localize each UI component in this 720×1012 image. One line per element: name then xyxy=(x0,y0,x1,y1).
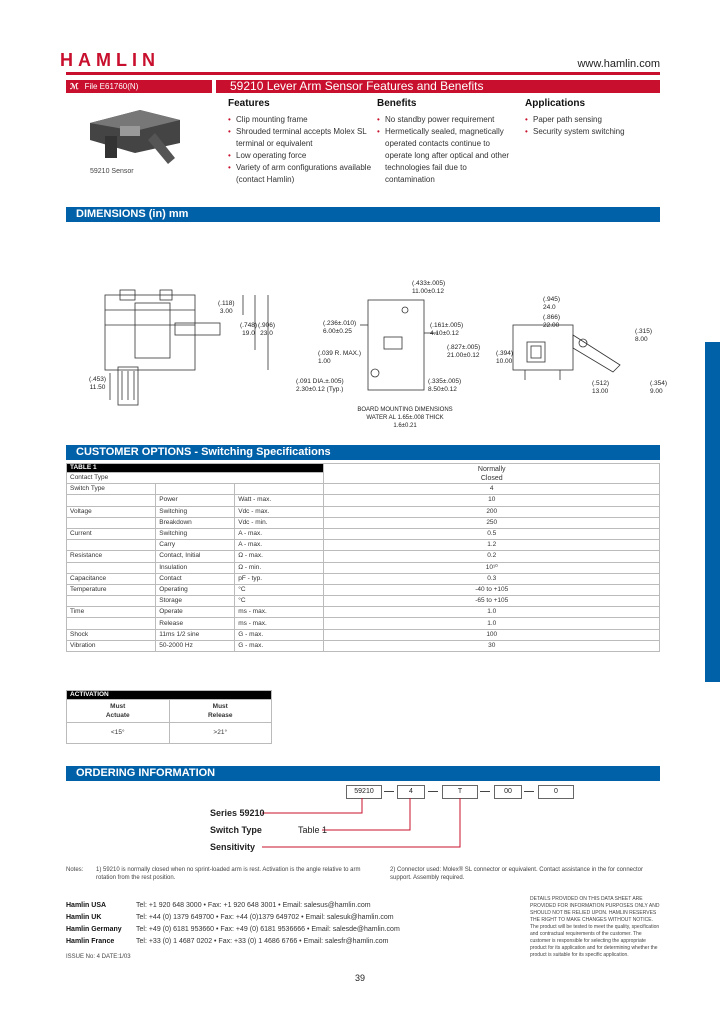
dim-value: (.748) xyxy=(240,322,257,329)
dim-value: 23.0 xyxy=(260,330,273,337)
dim-value: (.827±.005) xyxy=(447,344,481,351)
note-line: WATER AL 1.65±.008 THICK xyxy=(366,415,444,421)
param-cell: Vibration xyxy=(67,640,156,651)
side-accent-bar xyxy=(705,342,720,682)
sub-cell: Switching xyxy=(156,506,235,517)
dim-value: 22.00 xyxy=(543,322,560,329)
table-row xyxy=(67,700,272,723)
value-cell: 4 xyxy=(324,484,660,495)
sub-cell: Insulation xyxy=(156,562,235,573)
contact-row xyxy=(66,900,446,912)
param-cell xyxy=(67,562,156,573)
dim-value: (.118) xyxy=(218,300,235,307)
param-cell: Shock xyxy=(67,629,156,640)
dim-value: 9.00 xyxy=(650,388,663,395)
sub-cell: Carry xyxy=(156,540,235,551)
ordering-heading: ORDERING INFORMATION xyxy=(66,766,660,781)
ul-file-bar xyxy=(66,80,212,93)
table-header-row xyxy=(67,464,660,473)
sub-cell xyxy=(156,484,235,495)
unit-cell: Vdc - max. xyxy=(235,506,324,517)
sub-cell: Breakdown xyxy=(156,517,235,528)
value-cell: 10 xyxy=(324,495,660,506)
dim-center-d xyxy=(447,344,480,360)
sub-cell: Contact, Initial xyxy=(156,551,235,562)
list-item: • No standby power requirement xyxy=(377,114,517,126)
contact-name: Hamlin France xyxy=(66,938,115,945)
unit-cell: Ω - min. xyxy=(235,562,324,573)
value-cell: -65 to +105 xyxy=(324,596,660,607)
unit-cell: G - max. xyxy=(235,629,324,640)
switch-type-value: Table 1 xyxy=(298,825,328,835)
contact-info[interactable]: Tel: +49 (0) 6181 953660 • Fax: +49 (0) 6181 9536666 • Email: salesde@hamlin.com xyxy=(136,926,400,933)
param-cell: Current xyxy=(67,528,156,539)
list-item: • Paper path sensing xyxy=(525,114,660,126)
value-cell: 200 xyxy=(324,506,660,517)
dim-value: 8.00 xyxy=(635,336,648,343)
contact-info[interactable]: Tel: +33 (0) 1 4687 0202 • Fax: +33 (0) 1 4686 6766 • Email: salesfr@hamlin.com xyxy=(136,938,389,945)
sub-cell: Release xyxy=(156,618,235,629)
note-line: BOARD MOUNTING DIMENSIONS xyxy=(357,407,453,413)
param-cell: Switch Type xyxy=(67,484,156,495)
table-row xyxy=(67,484,660,495)
hamlin-logo: HAMLIN xyxy=(60,50,160,70)
param-cell: Capacitance xyxy=(67,573,156,584)
table-row xyxy=(67,506,660,517)
disclaimer: DETAILS PROVIDED ON THIS DATA SHEET ARE PROVIDED FOR INFORMATION PURPOSES ONLY AND SHOULD NOT BE RELIED UPON. HAMLIN RESERVES THE RIGHT TO MAKE CHANGES WITHOUT NOTICE. The product will be tested to meet the quality, specification and contractual requirements of the customer. The customer is responsible for selecting the appropriate product for its application and for determining whether the product is suitable for its specific application. xyxy=(530,896,660,958)
dim-center-e xyxy=(296,378,344,394)
dim-value: (.433±.005) xyxy=(412,280,446,287)
dim-center-a xyxy=(323,320,356,336)
spec-table-body xyxy=(67,464,660,652)
order-box-switch-type: 4 xyxy=(397,785,425,799)
sub-cell: Switching xyxy=(156,528,235,539)
unit-cell: °C xyxy=(235,584,324,595)
table-row xyxy=(67,517,660,528)
value-cell: 1.0 xyxy=(324,618,660,629)
dim-value: 1.00 xyxy=(318,358,331,365)
order-box-terminal: T xyxy=(442,785,478,799)
table-row xyxy=(67,584,660,595)
dim-value: 11.00±0.12 xyxy=(412,288,445,295)
issue-date: ISSUE No: 4 DATE:1/03 xyxy=(66,954,131,960)
dim-value: (.315) xyxy=(635,328,652,335)
dim-right-d xyxy=(496,350,513,366)
contact-name: Hamlin USA xyxy=(66,902,107,909)
dim-right-e xyxy=(592,380,609,396)
dim-value: (.335±.005) xyxy=(428,378,462,385)
sub-cell: Operating xyxy=(156,584,235,595)
column-header-normally-closed xyxy=(324,464,660,484)
dim-value: 4.10±0.12 xyxy=(430,330,459,337)
value-cell: 30 xyxy=(324,640,660,651)
param-cell xyxy=(67,618,156,629)
dim-value: 2.30±0.12 (Typ.) xyxy=(296,386,344,393)
order-box-sensitivity: 0 xyxy=(538,785,574,799)
side-view-drawing xyxy=(80,285,285,410)
table-row xyxy=(67,596,660,607)
value-cell: 100 xyxy=(324,629,660,640)
table-row xyxy=(67,607,660,618)
col-header-line: Closed xyxy=(480,474,503,482)
list-item: • Security system switching xyxy=(525,126,660,138)
table-row xyxy=(67,640,660,651)
dim-value: (.394) xyxy=(496,350,513,357)
table-label: TABLE 1 xyxy=(67,464,324,473)
dim-right-c xyxy=(635,328,652,344)
notes-label: Notes: xyxy=(66,867,84,873)
dim-value: (.236±.010) xyxy=(323,320,357,327)
value-cell: 250 xyxy=(324,517,660,528)
dimensions-heading: DIMENSIONS (in) mm xyxy=(66,207,660,222)
note-1: 1) 59210 is normally closed when no sprint-loaded arm is rest. Activation is the angle relative to arm rotation from the rest position. xyxy=(96,867,361,881)
dim-center-f xyxy=(428,378,461,394)
col-header-line: Normally xyxy=(477,465,506,473)
dim-value: (.354) xyxy=(650,380,667,387)
table-row xyxy=(67,540,660,551)
contact-row xyxy=(66,924,446,936)
unit-cell: ms - max. xyxy=(235,607,324,618)
dim-right-b xyxy=(543,314,560,330)
contacts-block xyxy=(66,900,446,948)
param-cell: Time xyxy=(67,607,156,618)
unit-cell: Watt - max. xyxy=(235,495,324,506)
header-line: Must xyxy=(110,703,126,710)
dim-value: 6.00±0.25 xyxy=(323,328,352,335)
applications-heading: Applications xyxy=(525,98,586,109)
list-item: • Hermetically sealed, magnetically operated contacts continue to operate long after optical and other technologies fail due to contamination xyxy=(377,126,517,186)
list-item: • Clip mounting frame xyxy=(228,114,373,126)
note-line: 1.6±0.21 xyxy=(393,423,417,429)
value-cell: 1.2 xyxy=(324,540,660,551)
value-cell: 0.3 xyxy=(324,573,660,584)
header-line: Must xyxy=(212,703,228,710)
sensor-photo xyxy=(80,98,190,173)
dim-value: 11.50 xyxy=(89,384,106,391)
contact-name: Hamlin UK xyxy=(66,914,102,921)
dim-center-top xyxy=(412,280,445,296)
activation-label: ACTIVATION xyxy=(67,691,272,700)
page-title: 59210 Lever Arm Sensor Features and Benefits xyxy=(216,80,660,93)
table-row xyxy=(67,551,660,562)
dim-value: (.039 R. MAX.) xyxy=(318,350,361,357)
param-cell xyxy=(67,517,156,528)
dim-center-b xyxy=(430,322,463,338)
dim-value: 21.00±0.12 xyxy=(447,352,480,359)
order-dash xyxy=(524,791,534,792)
applications-column xyxy=(525,98,660,138)
header-line: Actuate xyxy=(105,712,130,719)
features-heading: Features xyxy=(228,98,270,109)
header-line: Release xyxy=(207,712,233,719)
param-cell: Temperature xyxy=(67,584,156,595)
table-row xyxy=(67,573,660,584)
sub-cell: Power xyxy=(156,495,235,506)
table-row xyxy=(67,618,660,629)
dim-value: (.945) xyxy=(543,296,560,303)
benefits-column xyxy=(377,98,517,186)
photo-caption: 59210 Sensor xyxy=(90,168,134,175)
must-actuate-header xyxy=(67,700,170,723)
sub-cell: Operate xyxy=(156,607,235,618)
table-row xyxy=(67,562,660,573)
table-row xyxy=(67,629,660,640)
contact-row xyxy=(66,912,446,924)
sensitivity-label: Sensitivity xyxy=(210,842,256,852)
list-item: • Low operating force xyxy=(228,150,373,162)
table-row xyxy=(67,528,660,539)
dim-value: 13.00 xyxy=(592,388,609,395)
contact-row xyxy=(66,936,446,948)
page-number: 39 xyxy=(355,973,366,983)
value-cell: 1.0 xyxy=(324,607,660,618)
sub-cell: 50-2000 Hz xyxy=(156,640,235,651)
dim-value: (.091 DIA.±.005) xyxy=(296,378,344,385)
dim-right-a xyxy=(543,296,560,312)
param-cell xyxy=(67,596,156,607)
must-release-header xyxy=(169,700,272,723)
unit-cell: A - max. xyxy=(235,540,324,551)
dim-left-4 xyxy=(89,376,106,392)
note-2: 2) Connector used: Molex® SL connector or equivalent. Contact assistance in the for connector support. Assembly required. xyxy=(390,867,644,881)
features-list xyxy=(228,114,373,186)
dim-value: 19.0 xyxy=(242,330,255,337)
table-row xyxy=(67,723,272,744)
header-rule xyxy=(66,72,660,75)
dim-left-1 xyxy=(218,300,235,316)
dim-left-3 xyxy=(258,322,275,338)
contact-info[interactable]: Tel: +44 (0) 1379 649700 • Fax: +44 (0)1379 649702 • Email: salesuk@hamlin.com xyxy=(136,914,394,921)
unit-cell: °C xyxy=(235,596,324,607)
sub-cell: 11ms 1/2 sine xyxy=(156,629,235,640)
applications-list xyxy=(525,114,660,138)
contact-info[interactable]: Tel: +1 920 648 3000 • Fax: +1 920 648 3001 • Email: salesus@hamlin.com xyxy=(136,902,371,909)
switching-spec-table xyxy=(66,463,660,652)
unit-cell: G - max. xyxy=(235,640,324,651)
dim-value: 3.00 xyxy=(219,308,233,315)
switch-type-label: Switch Type xyxy=(210,825,262,835)
unit-cell: Vdc - min. xyxy=(235,517,324,528)
dim-value: (.453) xyxy=(89,376,106,383)
board-mounting-note xyxy=(340,406,470,430)
order-box-arm: 00 xyxy=(494,785,522,799)
dim-value: (.161±.005) xyxy=(430,322,464,329)
value-cell: 0.2 xyxy=(324,551,660,562)
ul-file-number: File E61760(N) xyxy=(84,82,139,91)
activation-table xyxy=(66,690,272,744)
sub-cell: Storage xyxy=(156,596,235,607)
dim-left-2 xyxy=(240,322,257,338)
value-cell: 0.5 xyxy=(324,528,660,539)
dim-center-c xyxy=(318,350,361,366)
param-cell: Voltage xyxy=(67,506,156,517)
order-dash xyxy=(384,791,394,792)
order-dash xyxy=(428,791,438,792)
unit-cell: ms - max. xyxy=(235,618,324,629)
must-release-value: >21° xyxy=(169,723,272,744)
order-box-series: 59210 xyxy=(346,785,382,799)
website-url[interactable]: www.hamlin.com xyxy=(577,58,660,70)
benefits-list xyxy=(377,114,517,186)
features-column xyxy=(228,98,373,186)
list-item: • Variety of arm configurations available (contact Hamlin) xyxy=(228,162,373,186)
param-cell xyxy=(67,540,156,551)
dim-value: (.866) xyxy=(543,314,560,321)
dim-right-f xyxy=(650,380,667,396)
benefits-heading: Benefits xyxy=(377,98,417,109)
dim-value: 8.50±0.12 xyxy=(428,386,457,393)
sub-cell: Contact xyxy=(156,573,235,584)
must-actuate-value: <15° xyxy=(67,723,170,744)
table-row xyxy=(67,495,660,506)
order-dash xyxy=(480,791,490,792)
list-item: • Shrouded terminal accepts Molex SL terminal or equivalent xyxy=(228,126,373,150)
dim-value: 24.0 xyxy=(543,304,556,311)
dim-value: 10.00 xyxy=(496,358,513,365)
param-cell: Resistance xyxy=(67,551,156,562)
dim-value: (.512) xyxy=(592,380,609,387)
unit-cell: Ω - max. xyxy=(235,551,324,562)
value-cell: 10¹⁰ xyxy=(324,562,660,573)
table-row xyxy=(67,691,272,700)
customer-options-heading: CUSTOMER OPTIONS - Switching Specifications xyxy=(66,445,660,460)
ul-icon: ℳ xyxy=(70,82,79,91)
front-view-drawing xyxy=(505,310,625,390)
unit-cell: A - max. xyxy=(235,528,324,539)
unit-cell xyxy=(235,484,324,495)
param-cell: Contact Type xyxy=(67,473,324,484)
dim-value: (.906) xyxy=(258,322,275,329)
value-cell: -40 to +105 xyxy=(324,584,660,595)
unit-cell: pF - typ. xyxy=(235,573,324,584)
param-cell xyxy=(67,495,156,506)
series-label: Series 59210 xyxy=(210,808,265,818)
contact-name: Hamlin Germany xyxy=(66,926,122,933)
